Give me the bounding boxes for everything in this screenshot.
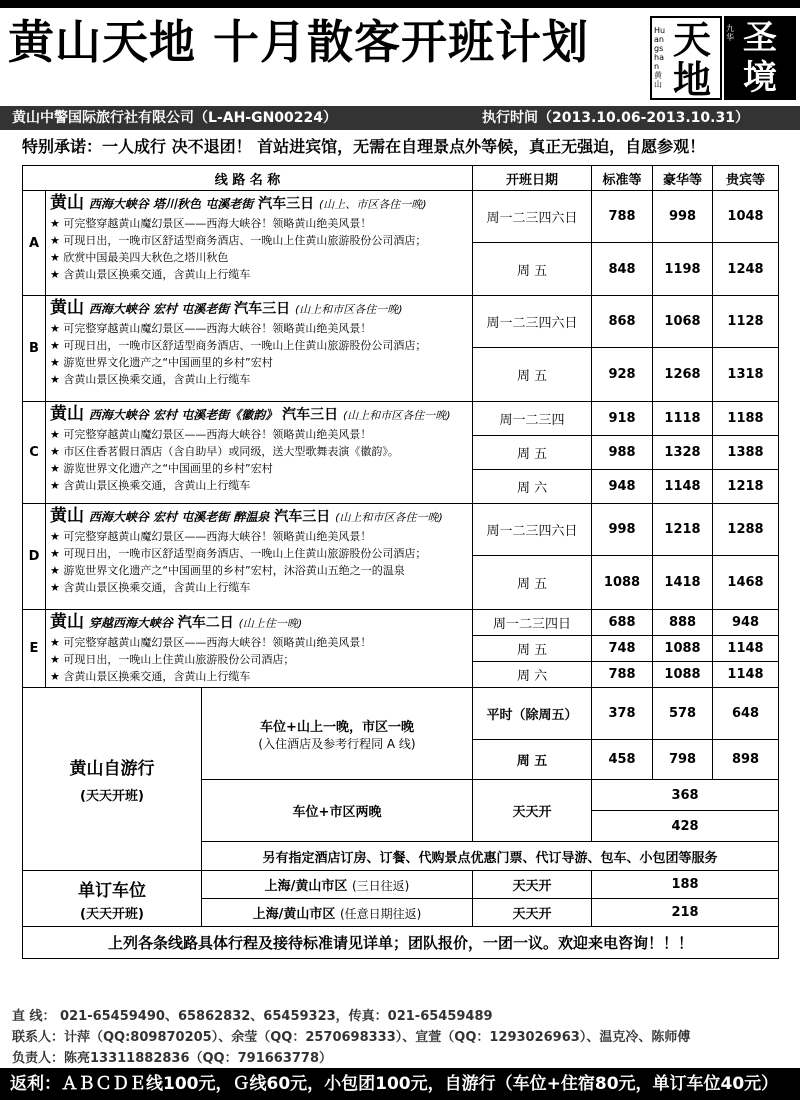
route-spots: 西海大峡谷 宏村 屯溪老街《徽韵》 [88, 408, 278, 422]
price-single: 188 [592, 871, 779, 899]
route-note: (山上和市区各住一晚) [342, 409, 451, 422]
header-row [23, 166, 779, 191]
header-route: 线 路 名 称 [23, 166, 473, 191]
company-bar [0, 106, 800, 130]
route-name: 黄山 [50, 193, 84, 213]
closing-row [23, 927, 779, 959]
header-luxury: 豪华等 [653, 166, 713, 191]
top-border [0, 0, 800, 8]
departure-days: 周一二三四六日 [473, 296, 592, 348]
execution-period: 执行时间（2013.10.06-2013.10.31） [482, 110, 749, 126]
price-standard: 998 [592, 504, 653, 556]
route-feature: ★ 可完整穿越黄山魔幻景区——西海大峡谷！领略黄山绝美风景！ [50, 322, 372, 335]
route-feature: ★ 含黄山景区换乘交通，含黄山上行缆车 [50, 479, 251, 492]
route-note: (山上和市区各住一晚) [294, 303, 403, 316]
departure-days: 天天开 [473, 871, 592, 899]
departure-days: 周 五 [473, 436, 592, 470]
price-vip: 1288 [713, 504, 779, 556]
seat-row [23, 871, 779, 899]
price-luxury: 1088 [653, 662, 713, 688]
extra-services: 另有指定酒店订房、订餐、代购景点优惠门票、代订导游、包车、小包团等服务 [202, 842, 779, 871]
route-name: 黄山 [50, 298, 84, 318]
price-standard: 688 [592, 610, 653, 636]
price-vip: 898 [713, 740, 779, 780]
seat-route-note: (三日往返) [351, 879, 410, 893]
price-standard: 458 [592, 740, 653, 780]
logo-big-text: 圣境 [743, 18, 777, 98]
phone-line: 直 线： 021-65459490、65862832、65459323，传真：021-65459489 [12, 1009, 493, 1024]
route-feature: ★ 含黄山景区换乘交通，含黄山上行缆车 [50, 581, 251, 594]
price-luxury: 798 [653, 740, 713, 780]
option-label: 车位+山上一晚，市区一晚 [260, 719, 414, 735]
route-row [23, 402, 779, 436]
route-spots: 西海大峡谷 宏村 屯溪老街 醉温泉 [88, 510, 270, 524]
price-luxury: 1148 [653, 470, 713, 504]
route-row [23, 504, 779, 556]
route-description [46, 296, 473, 402]
seat-title-cell [23, 871, 202, 927]
departure-days: 周 五 [473, 636, 592, 662]
self-option-1 [202, 688, 473, 780]
route-feature: ★ 游览世界文化遗产之“中国画里的乡村”宏村 [50, 356, 273, 369]
price-vip: 1188 [713, 402, 779, 436]
route-transport: 汽车三日 [234, 301, 291, 317]
route-feature: ★ 可现日出，一晚山上住黄山旅游股份公司酒店； [50, 653, 295, 666]
rebate-text: 返利：ＡＢＣＤＥ线100元，Ｇ线60元，小包团100元，自游行（车位+住宿80元，单订车位40元） [10, 1074, 779, 1094]
company-name: 黄山中警国际旅行社有限公司（L-AH-GN00224） [12, 110, 338, 126]
rebate-bar [0, 1068, 800, 1100]
departure-days: 周 五 [473, 348, 592, 402]
route-title [50, 404, 468, 426]
departure-days: 周一二三四 [473, 402, 592, 436]
header-standard: 标准等 [592, 166, 653, 191]
price-luxury: 888 [653, 610, 713, 636]
seat-route-label: 上海/黄山市区 [264, 879, 348, 894]
route-feature: ★ 可完整穿越黄山魔幻景区——西海大峡谷！领略黄山绝美风景！ [50, 636, 372, 649]
route-description [46, 191, 473, 296]
route-note: (山上和市区各住一晚) [335, 511, 443, 524]
price-standard: 918 [592, 402, 653, 436]
closing-note: 上列各条线路具体行程及接待标准请见详单；团队报价，一团一议。欢迎来电咨询！！！ [23, 927, 779, 959]
price-luxury: 1418 [653, 556, 713, 610]
price-single: 218 [592, 899, 779, 927]
price-luxury: 998 [653, 191, 713, 243]
price-luxury: 1328 [653, 436, 713, 470]
seat-route-label: 上海/黄山市区 [252, 907, 336, 922]
price-vip: 1218 [713, 470, 779, 504]
departure-days: 周 五 [473, 740, 592, 780]
route-feature: ★ 可完整穿越黄山魔幻景区——西海大峡谷！领略黄山绝美风景！ [50, 217, 372, 230]
route-feature: ★ 可完整穿越黄山魔幻景区——西海大峡谷！领略黄山绝美风景！ [50, 428, 372, 441]
route-row [23, 610, 779, 636]
departure-days: 周 六 [473, 470, 592, 504]
price-vip: 648 [713, 688, 779, 740]
route-row [23, 191, 779, 243]
price-standard: 948 [592, 470, 653, 504]
departure-days: 周一二三四六日 [473, 191, 592, 243]
departure-days: 周一二三四日 [473, 610, 592, 636]
logo-small-text: Huangshan 黄山 [654, 26, 666, 89]
price-standard: 1088 [592, 556, 653, 610]
departure-days: 周 五 [473, 556, 592, 610]
seat-sub: (天天开班) [80, 906, 144, 922]
route-letter: B [23, 296, 46, 402]
seat-route [202, 871, 473, 899]
departure-days: 周 六 [473, 662, 592, 688]
price-vip: 1148 [713, 636, 779, 662]
route-name: 黄山 [50, 506, 84, 526]
price-vip: 948 [713, 610, 779, 636]
route-title [50, 612, 468, 634]
self-tour-row [23, 688, 779, 740]
page-title: 黄山天地 十月散客开班计划 [8, 15, 590, 69]
tiandi-logo [650, 16, 722, 100]
price-single: 428 [592, 811, 779, 842]
price-standard: 788 [592, 662, 653, 688]
price-vip: 1148 [713, 662, 779, 688]
route-transport: 汽车三日 [274, 509, 331, 525]
route-title [50, 298, 468, 320]
route-spots: 西海大峡谷 塔川秋色 屯溪老街 [88, 197, 254, 211]
route-feature: ★ 含黄山景区换乘交通，含黄山上行缆车 [50, 268, 251, 281]
route-title [50, 506, 468, 528]
self-option-2: 车位+市区两晚 [202, 780, 473, 842]
route-note: (山上、市区各住一晚) [318, 198, 427, 211]
seat-route [202, 899, 473, 927]
departure-days: 周 五 [473, 243, 592, 296]
route-transport: 汽车二日 [177, 615, 234, 631]
price-vip: 1248 [713, 243, 779, 296]
price-vip: 1468 [713, 556, 779, 610]
route-transport: 汽车三日 [258, 196, 315, 212]
logo-big-text: 天地 [672, 17, 711, 102]
price-standard: 748 [592, 636, 653, 662]
shengjing-logo [724, 16, 796, 100]
route-row [23, 296, 779, 348]
price-luxury: 1088 [653, 636, 713, 662]
price-single: 368 [592, 780, 779, 811]
price-vip: 1048 [713, 191, 779, 243]
route-description [46, 610, 473, 688]
route-spots: 西海大峡谷 宏村 屯溪老街 [88, 302, 230, 316]
route-letter: E [23, 610, 46, 688]
route-description [46, 504, 473, 610]
departure-days: 平时（除周五） [473, 688, 592, 740]
departure-days: 周一二三四六日 [473, 504, 592, 556]
price-vip: 1318 [713, 348, 779, 402]
contact-people: 联系人：计萍（QQ:809870205）、余莹（QQ：2570698333）、宣萱（QQ：1293026963）、温克冷、陈师傅 [12, 1030, 691, 1045]
route-feature: ★ 可现日出，一晚市区舒适型商务酒店、一晚山上住黄山旅游股份公司酒店； [50, 234, 427, 247]
header-vip: 贵宾等 [713, 166, 779, 191]
route-feature: ★ 可完整穿越黄山魔幻景区——西海大峡谷！领略黄山绝美风景！ [50, 530, 372, 543]
route-feature: ★ 可现日出，一晚市区舒适型商务酒店、一晚山上住黄山旅游股份公司酒店； [50, 339, 427, 352]
price-luxury: 1198 [653, 243, 713, 296]
self-tour-title: 黄山自游行 [69, 759, 155, 779]
route-feature: ★ 市区住香茗假日酒店（含自助早）或同级，送大型歌舞表演《徽韵》。 [50, 445, 399, 458]
price-standard: 988 [592, 436, 653, 470]
route-feature: ★ 游览世界文化遗产之“中国画里的乡村”宏村 [50, 462, 273, 475]
price-vip: 1388 [713, 436, 779, 470]
route-transport: 汽车三日 [282, 407, 339, 423]
price-standard: 848 [592, 243, 653, 296]
special-promise: 特别承诺：一人成行 决不退团！ 首站进宾馆，无需在自理景点外等候，真正无强迫，自愿参观！ [22, 137, 706, 156]
route-spots: 穿越西海大峡谷 [88, 616, 173, 630]
seat-route-note: (任意日期往返) [339, 907, 422, 921]
price-standard: 378 [592, 688, 653, 740]
route-title [50, 193, 468, 215]
route-feature: ★ 含黄山景区换乘交通，含黄山上行缆车 [50, 373, 251, 386]
price-standard: 868 [592, 296, 653, 348]
seat-title: 单订车位 [78, 880, 146, 901]
departure-days: 天天开 [473, 780, 592, 842]
price-standard: 928 [592, 348, 653, 402]
self-tour-sub: (天天开班) [80, 789, 144, 804]
schedule-table [22, 165, 779, 959]
option-note: (入住酒店及参考行程同 A 线) [258, 736, 416, 751]
self-tour-title-cell [23, 688, 202, 871]
manager-line: 负责人：陈亮13311882836（QQ：791663778） [12, 1051, 333, 1066]
price-luxury: 1268 [653, 348, 713, 402]
route-feature: ★ 含黄山景区换乘交通，含黄山上行缆车 [50, 670, 251, 683]
price-vip: 1128 [713, 296, 779, 348]
price-luxury: 578 [653, 688, 713, 740]
route-description [46, 402, 473, 504]
route-letter: D [23, 504, 46, 610]
departure-days: 天天开 [473, 899, 592, 927]
header-date: 开班日期 [473, 166, 592, 191]
route-feature: ★ 可现日出，一晚市区舒适型商务酒店、一晚山上住黄山旅游股份公司酒店； [50, 547, 427, 560]
price-luxury: 1068 [653, 296, 713, 348]
route-letter: A [23, 191, 46, 296]
route-feature: ★ 欣赏中国最美四大秋色之塔川秋色 [50, 251, 229, 264]
price-luxury: 1218 [653, 504, 713, 556]
route-feature: ★ 游览世界文化遗产之“中国画里的乡村”宏村，沐浴黄山五绝之一的温泉 [50, 564, 405, 577]
route-name: 黄山 [50, 612, 84, 632]
route-letter: C [23, 402, 46, 504]
route-note: (山上住一晚) [238, 617, 303, 630]
price-luxury: 1118 [653, 402, 713, 436]
route-name: 黄山 [50, 404, 84, 424]
logo-small-text: 九华 [726, 24, 734, 42]
price-standard: 788 [592, 191, 653, 243]
